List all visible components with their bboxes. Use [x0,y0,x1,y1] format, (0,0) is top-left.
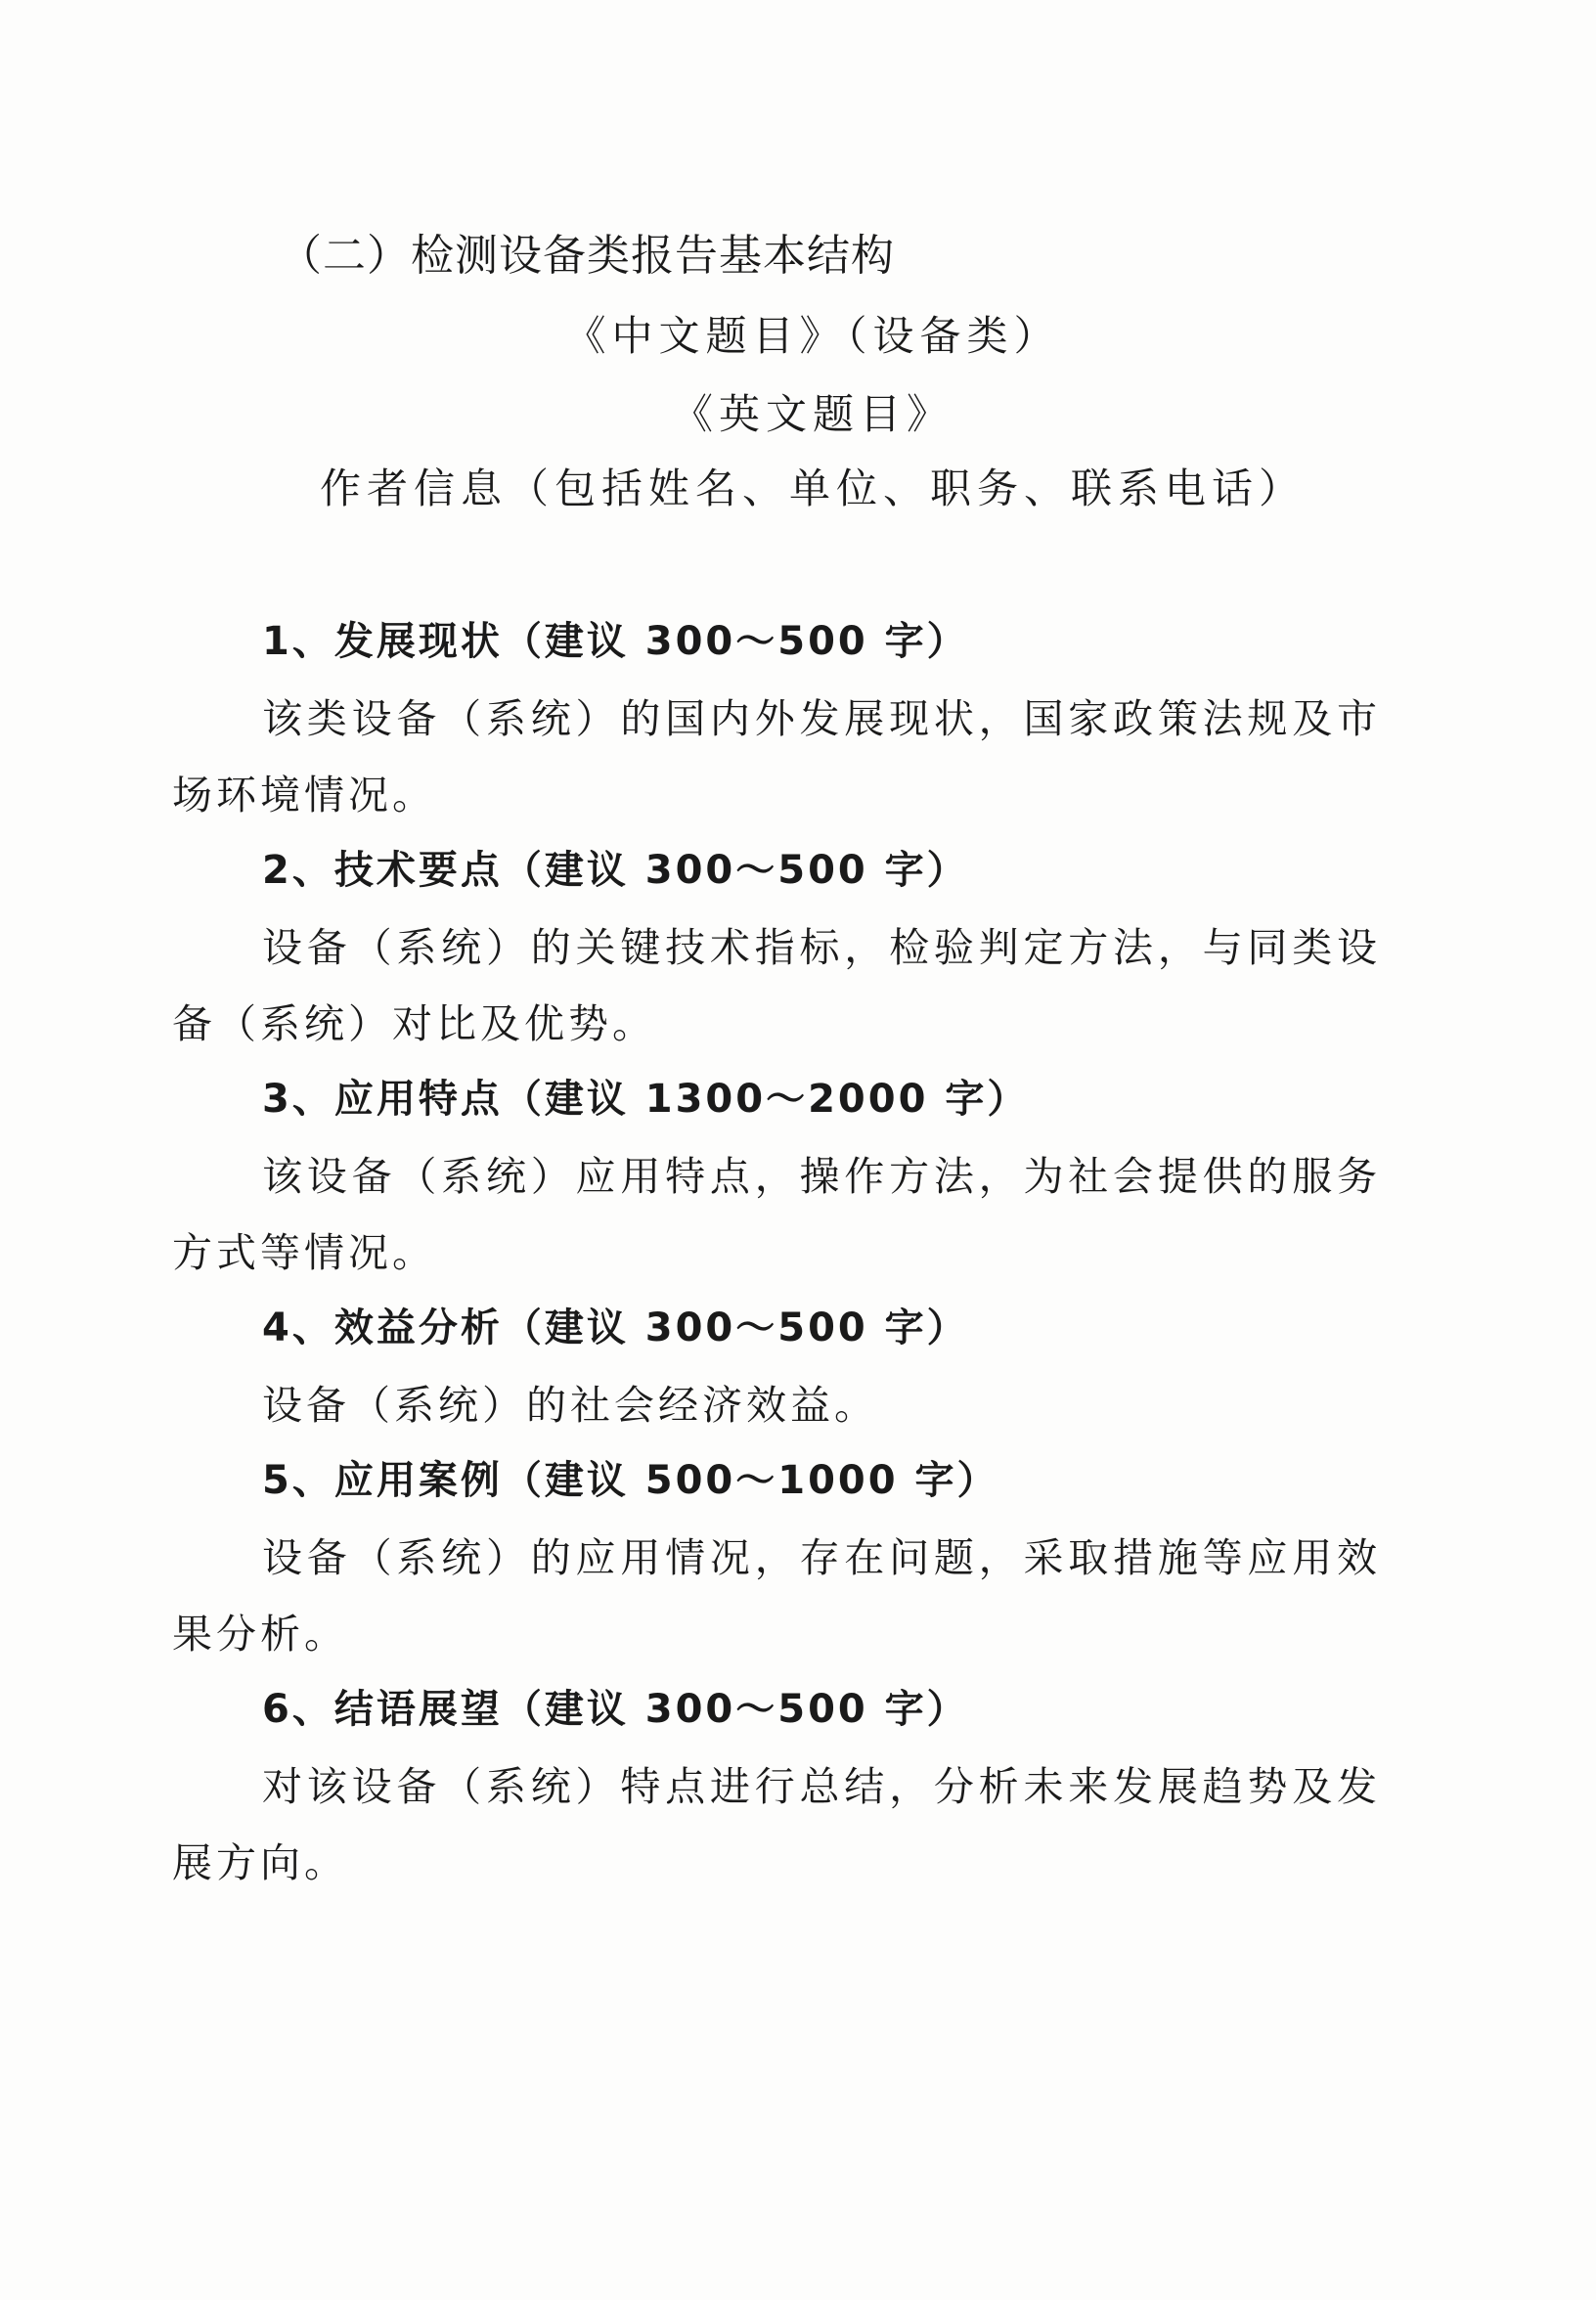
item-heading-application-features: 3、应用特点（建议 1300～2000 字） [262,1077,1030,1122]
author-info-placeholder: 作者信息（包括姓名、单位、职务、联系电话） [319,464,1306,512]
item-body-technical-points: 设备（系统）的关键技术指标，检验判定方法，与同类设备（系统）对比及优势。 [172,924,1381,1047]
chinese-title-placeholder: 《中文题目》（设备类） [564,312,1061,360]
item-body-application-cases: 设备（系统）的应用情况，存在问题，采取措施等应用效果分析。 [172,1534,1381,1658]
item-heading-technical-points: 2、技术要点（建议 300～500 字） [262,848,969,893]
item-heading-application-cases: 5、应用案例（建议 500～1000 字） [262,1458,999,1503]
english-title-placeholder: 《英文题目》 [671,390,953,438]
item-heading-benefit-analysis: 4、效益分析（建议 300～500 字） [262,1305,969,1350]
item-heading-development-status: 1、发展现状（建议 300～500 字） [262,619,969,664]
item-body-conclusion-outlook: 对该设备（系统）特点进行总结，分析未来发展趋势及发展方向。 [172,1763,1381,1886]
item-body-development-status: 该类设备（系统）的国内外发展现状，国家政策法规及市场环境情况。 [172,695,1381,818]
section-heading: （二）检测设备类报告基本结构 [279,231,895,281]
item-heading-conclusion-outlook: 6、结语展望（建议 300～500 字） [262,1687,969,1732]
item-body-application-features: 该设备（系统）应用特点，操作方法，为社会提供的服务方式等情况。 [172,1153,1381,1276]
item-body-benefit-analysis: 设备（系统）的社会经济效益。 [262,1382,878,1429]
